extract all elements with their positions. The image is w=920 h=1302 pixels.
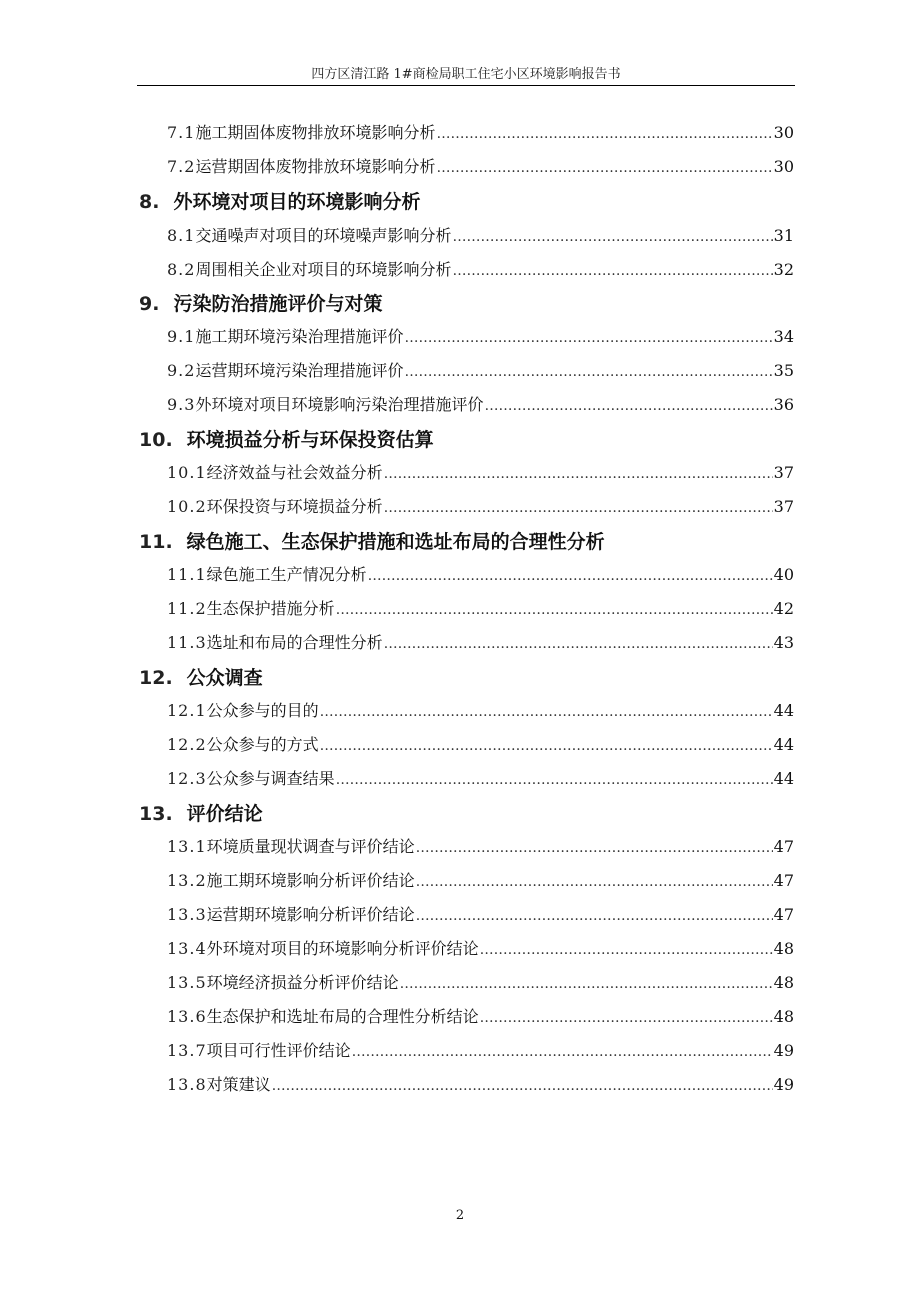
toc-entry-number: 11.3 bbox=[167, 633, 207, 652]
toc-entry-number: 12.1 bbox=[167, 701, 207, 720]
toc-entry-number: 9.1 bbox=[167, 327, 196, 346]
toc-entry-title: 周围相关企业对项目的环境影响分析 bbox=[195, 260, 452, 279]
toc-entry-number: 12.2 bbox=[167, 735, 207, 754]
toc-entry-page: 44 bbox=[773, 735, 794, 754]
toc-section-title: 公众调查 bbox=[186, 667, 263, 689]
toc-entry-number: 13.7 bbox=[167, 1041, 207, 1060]
toc-entry-title: 环境质量现状调查与评价结论 bbox=[206, 837, 415, 856]
toc-entry-number: 9.2 bbox=[167, 361, 196, 380]
toc-entry-number: 7.2 bbox=[167, 157, 196, 176]
toc-entry-title: 运营期固体废物排放环境影响分析 bbox=[195, 157, 436, 176]
toc-entry-page: 49 bbox=[773, 1075, 794, 1094]
toc-entry-page: 44 bbox=[773, 769, 794, 788]
toc-section-11[interactable] bbox=[139, 527, 794, 551]
toc-section-9[interactable] bbox=[139, 289, 794, 313]
toc-entry-page: 44 bbox=[773, 701, 794, 720]
toc-entry-title: 外环境对项目环境影响污染治理措施评价 bbox=[195, 395, 484, 414]
toc-entry-number: 13.4 bbox=[167, 939, 207, 958]
leader-dots bbox=[384, 636, 773, 652]
toc-entry-page: 30 bbox=[773, 157, 794, 176]
toc-entry-page: 47 bbox=[773, 905, 794, 924]
toc-section-number: 13. bbox=[139, 803, 173, 825]
toc-entry-page: 49 bbox=[773, 1041, 794, 1060]
toc-entry-number: 13.6 bbox=[167, 1007, 207, 1026]
toc-entry-title: 交通噪声对项目的环境噪声影响分析 bbox=[195, 226, 452, 245]
toc-entry-title: 环保投资与环境损益分析 bbox=[206, 497, 383, 516]
toc-section-number: 8. bbox=[139, 191, 160, 213]
toc-section-title: 评价结论 bbox=[186, 803, 263, 825]
toc-entry-title: 运营期环境污染治理措施评价 bbox=[195, 361, 404, 380]
toc-entry-8-2[interactable] bbox=[167, 257, 794, 281]
toc-section-8[interactable] bbox=[139, 187, 794, 211]
toc-entry-9-1[interactable] bbox=[167, 324, 794, 348]
toc-entry-13-3[interactable] bbox=[167, 902, 794, 926]
toc-section-title: 环境损益分析与环保投资估算 bbox=[186, 429, 434, 451]
leader-dots bbox=[384, 466, 773, 482]
toc-entry-13-5[interactable] bbox=[167, 970, 794, 994]
leader-dots bbox=[416, 908, 773, 924]
toc-entry-number: 13.1 bbox=[167, 837, 207, 856]
toc-section-number: 10. bbox=[139, 429, 173, 451]
toc-entry-page: 47 bbox=[773, 837, 794, 856]
leader-dots bbox=[404, 364, 772, 380]
toc-entry-8-1[interactable] bbox=[167, 223, 794, 247]
toc-entry-title: 经济效益与社会效益分析 bbox=[206, 463, 383, 482]
toc-entry-number: 8.1 bbox=[167, 226, 196, 245]
toc-entry-number: 12.3 bbox=[167, 769, 207, 788]
toc-entry-title: 环境经济损益分析评价结论 bbox=[206, 973, 399, 992]
toc-entry-number: 13.3 bbox=[167, 905, 207, 924]
toc-entry-9-2[interactable] bbox=[167, 358, 794, 382]
leader-dots bbox=[384, 500, 773, 516]
toc-entry-title: 公众参与的方式 bbox=[206, 735, 319, 754]
toc-section-number: 9. bbox=[139, 293, 160, 315]
toc-entry-11-2[interactable] bbox=[167, 596, 794, 620]
toc-entry-number: 13.5 bbox=[167, 973, 207, 992]
toc-section-number: 12. bbox=[139, 667, 173, 689]
page-number: 2 bbox=[455, 1208, 465, 1223]
leader-dots bbox=[416, 874, 773, 890]
toc-entry-12-1[interactable] bbox=[167, 698, 794, 722]
toc-entry-title: 公众参与的目的 bbox=[206, 701, 319, 720]
leader-dots bbox=[480, 942, 773, 958]
toc-entry-page: 48 bbox=[773, 973, 794, 992]
toc-entry-number: 7.1 bbox=[167, 123, 196, 142]
toc-section-title: 绿色施工、生态保护措施和选址布局的合理性分析 bbox=[186, 531, 605, 553]
toc-entry-11-1[interactable] bbox=[167, 562, 794, 586]
leader-dots bbox=[436, 126, 772, 142]
leader-dots bbox=[320, 704, 773, 720]
toc-entry-10-1[interactable] bbox=[167, 460, 794, 484]
toc-entry-page: 32 bbox=[773, 260, 794, 279]
leader-dots bbox=[368, 568, 773, 584]
leader-dots bbox=[400, 976, 773, 992]
toc-entry-title: 运营期环境影响分析评价结论 bbox=[206, 905, 415, 924]
toc-entry-7-2[interactable] bbox=[167, 154, 794, 178]
toc-entry-page: 30 bbox=[773, 123, 794, 142]
toc-entry-title: 施工期环境影响分析评价结论 bbox=[206, 871, 415, 890]
toc-entry-number: 10.2 bbox=[167, 497, 207, 516]
toc-entry-number: 9.3 bbox=[167, 395, 196, 414]
toc-entry-page: 42 bbox=[773, 599, 794, 618]
toc-entry-10-2[interactable] bbox=[167, 494, 794, 518]
toc-entry-13-7[interactable] bbox=[167, 1038, 794, 1062]
leader-dots bbox=[484, 398, 772, 414]
toc-entry-title: 施工期环境污染治理措施评价 bbox=[195, 327, 404, 346]
leader-dots bbox=[404, 330, 772, 346]
toc-entry-13-6[interactable] bbox=[167, 1004, 794, 1028]
toc-entry-page: 47 bbox=[773, 871, 794, 890]
toc-entry-page: 40 bbox=[773, 565, 794, 584]
toc-entry-11-3[interactable] bbox=[167, 630, 794, 654]
toc-entry-number: 8.2 bbox=[167, 260, 196, 279]
toc-entry-page: 43 bbox=[773, 633, 794, 652]
toc-entry-page: 31 bbox=[773, 226, 794, 245]
toc-entry-number: 13.8 bbox=[167, 1075, 207, 1094]
toc-entry-title: 项目可行性评价结论 bbox=[206, 1041, 351, 1060]
toc-entry-page: 48 bbox=[773, 1007, 794, 1026]
toc-entry-title: 绿色施工生产情况分析 bbox=[206, 565, 367, 584]
toc-entry-title: 生态保护和选址布局的合理性分析结论 bbox=[206, 1007, 479, 1026]
toc-entry-number: 10.1 bbox=[167, 463, 207, 482]
toc-entry-13-4[interactable] bbox=[167, 936, 794, 960]
leader-dots bbox=[336, 602, 773, 618]
leader-dots bbox=[452, 263, 772, 279]
toc-section-10[interactable] bbox=[139, 425, 794, 449]
toc-entry-page: 36 bbox=[773, 395, 794, 414]
toc-entry-12-3[interactable] bbox=[167, 766, 794, 790]
toc-entry-title: 选址和布局的合理性分析 bbox=[206, 633, 383, 652]
toc-entry-page: 35 bbox=[773, 361, 794, 380]
leader-dots bbox=[436, 160, 772, 176]
toc-entry-13-1[interactable] bbox=[167, 834, 794, 858]
toc-entry-number: 11.1 bbox=[167, 565, 207, 584]
toc-entry-7-1[interactable] bbox=[167, 120, 794, 144]
toc-entry-title: 公众参与调查结果 bbox=[206, 769, 335, 788]
toc-section-13[interactable] bbox=[139, 799, 794, 823]
toc-entry-title: 对策建议 bbox=[206, 1075, 271, 1094]
toc-entry-page: 37 bbox=[773, 463, 794, 482]
toc-entry-title: 外环境对项目的环境影响分析评价结论 bbox=[206, 939, 479, 958]
toc-section-12[interactable] bbox=[139, 663, 794, 687]
toc-entry-title: 施工期固体废物排放环境影响分析 bbox=[195, 123, 436, 142]
toc-entry-13-2[interactable] bbox=[167, 868, 794, 892]
leader-dots bbox=[480, 1010, 773, 1026]
toc-entry-page: 48 bbox=[773, 939, 794, 958]
toc-section-title: 外环境对项目的环境影响分析 bbox=[173, 191, 421, 213]
toc-section-title: 污染防治措施评价与对策 bbox=[173, 293, 383, 315]
toc-entry-title: 生态保护措施分析 bbox=[206, 599, 335, 618]
toc-entry-13-8[interactable] bbox=[167, 1072, 794, 1096]
toc-entry-number: 11.2 bbox=[167, 599, 207, 618]
toc-entry-12-2[interactable] bbox=[167, 732, 794, 756]
leader-dots bbox=[352, 1044, 773, 1060]
toc-entry-number: 13.2 bbox=[167, 871, 207, 890]
leader-dots bbox=[336, 772, 773, 788]
toc-entry-page: 37 bbox=[773, 497, 794, 516]
running-header: 四方区清江路 1#商检局职工住宅小区环境影响报告书 bbox=[311, 67, 621, 82]
leader-dots bbox=[320, 738, 773, 754]
toc-entry-page: 34 bbox=[773, 327, 794, 346]
leader-dots bbox=[272, 1078, 773, 1094]
leader-dots bbox=[452, 229, 772, 245]
leader-dots bbox=[416, 840, 773, 856]
toc-section-number: 11. bbox=[139, 531, 173, 553]
toc-entry-9-3[interactable] bbox=[167, 392, 794, 416]
